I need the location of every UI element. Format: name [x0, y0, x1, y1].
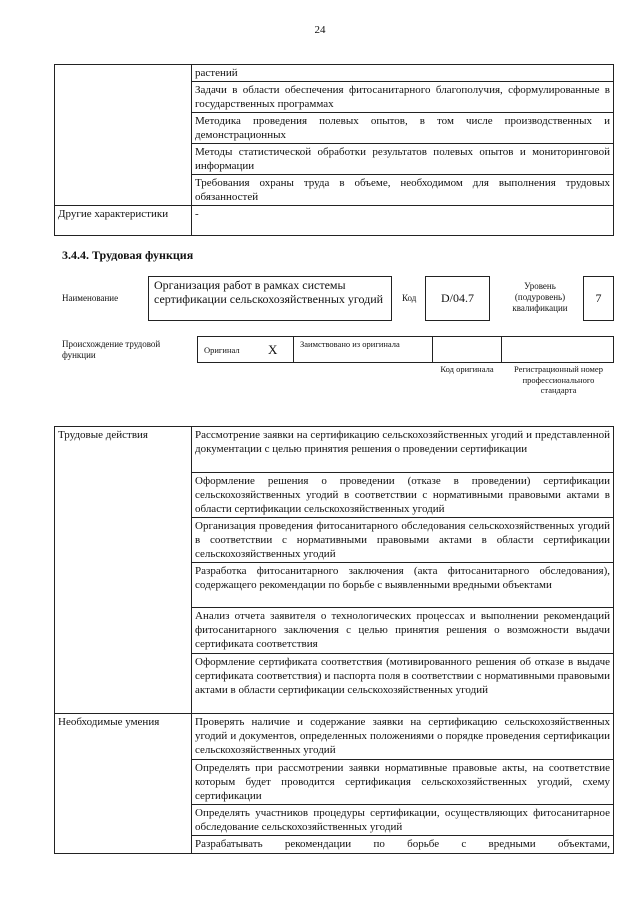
row-label	[55, 65, 192, 206]
group-label: Трудовые действия	[55, 427, 192, 714]
original-label: Оригинал	[204, 345, 240, 355]
group-label: Необходимые умения	[55, 714, 192, 854]
level-value: 7	[595, 291, 602, 305]
origin-code-box	[432, 336, 502, 363]
code-value-box	[425, 276, 490, 321]
table-row	[55, 206, 614, 236]
name-label: Наименование	[62, 293, 119, 303]
table-row	[55, 427, 614, 473]
row-text: -	[192, 206, 614, 236]
skill-item: Проверять наличие и содержание заявки на сертификацию сельскохозяйственных угодий и документов, определенных положениями о порядке проведения сертификации сельскохозяйственных угодий	[192, 714, 614, 760]
action-item: Разработка фитосанитарного заключения (акта фитосанитарного обследования), содержащего рекомендации по борьбе с выявленными вредными объектами	[192, 563, 614, 608]
row-text: Методы статистической обработки результатов полевых опытов и мониторинговой информации	[192, 144, 614, 175]
main-function-table	[54, 426, 614, 854]
section-title: 3.4.4. Трудовая функция	[62, 248, 194, 262]
level-value-box	[583, 276, 614, 321]
skill-item: Определять участников процедуры сертификации, осуществляющих фитосанитарное обследование сельскохозяйственных угодий	[192, 805, 614, 836]
action-item: Оформление решения о проведении (отказе в проведении) сертификации сельскохозяйственных угодий в соответствии с нормативными правовыми актами в области сертификации сельскохозяйственных угодий	[192, 473, 614, 518]
row-label: Другие характеристики	[55, 206, 192, 236]
row-text: Методика проведения полевых опытов, в том числе производственных и демонстрационных	[192, 113, 614, 144]
action-item: Рассмотрение заявки на сертификацию сельскохозяйственных угодий и представленной документации с целью принятия решения о проведении сертификации	[192, 427, 614, 473]
origin-label: Происхождение трудовой функции	[62, 339, 161, 360]
skill-item: Определять при рассмотрении заявки нормативные правовые акты, на соответствие которым будет проводится сертификация сельскохозяйственных угодий, схему сертификации	[192, 760, 614, 805]
table-row	[55, 714, 614, 760]
page-number: 24	[314, 24, 326, 36]
reg-caption: Регистрационный номер профессионального стандарта	[514, 364, 603, 395]
code-label: Код	[402, 293, 417, 303]
original-mark: X	[268, 342, 278, 357]
code-value: D/04.7	[441, 291, 474, 305]
borrowed-label: Заимствовано из оригинала	[300, 339, 400, 349]
name-value-box	[148, 276, 392, 321]
row-text: Требования охраны труда в объеме, необходимом для выполнения трудовых обязанностей	[192, 175, 614, 206]
table-row	[55, 65, 614, 82]
level-label: Уровень (подуровень) квалификации	[512, 281, 568, 313]
skill-item: Разрабатывать рекомендации по борьбе с вредными объектами,	[192, 836, 614, 854]
top-knowledge-table	[54, 64, 614, 236]
code-caption: Код оригинала	[440, 364, 494, 374]
name-value: Организация работ в рамках системы сертификации сельскохозяйственных угодий	[154, 278, 384, 306]
origin-original-box	[197, 336, 294, 363]
action-item: Оформление сертификата соответствия (мотивированного решения об отказе в выдаче сертификата соответствия) и паспорта поля в соответствии с нормативными правовыми актами в области сертификации сельскохозяйственных угодий	[192, 654, 614, 714]
origin-reg-box	[501, 336, 614, 363]
action-item: Организация проведения фитосанитарного обследования сельскохозяйственных угодий в соответствии с нормативными правовыми актами в области сертификации сельскохозяйственных угодий	[192, 518, 614, 563]
row-text: растений	[192, 65, 614, 82]
action-item: Анализ отчета заявителя о технологических процессах и выполнении рекомендаций фитосанитарного заключения с целью принятия решения о возможности выдачи сертификата соответствия	[192, 608, 614, 654]
row-text: Задачи в области обеспечения фитосанитарного благополучия, сформулированные в государственных программах	[192, 82, 614, 113]
origin-borrowed-box	[293, 336, 433, 363]
